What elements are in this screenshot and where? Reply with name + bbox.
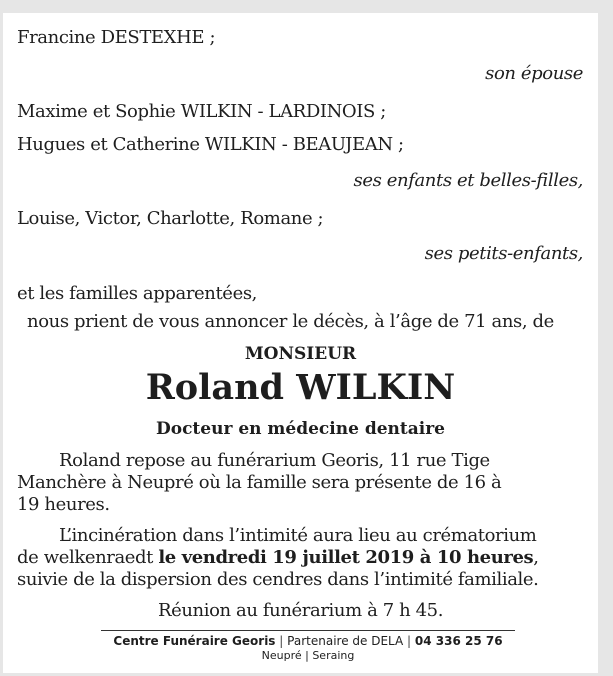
profession: Docteur en médecine dentaire	[156, 419, 445, 439]
rest-line-2: Manchère à Neupré où la famille sera présente de 16 à	[17, 472, 502, 493]
grandchildren-line: Louise, Victor, Charlotte, Romane ;	[17, 208, 324, 229]
meeting-line: Réunion au funérarium à 7 h 45.	[157, 600, 444, 621]
footer-line-1	[101, 634, 515, 649]
rest-line-3: 19 heures.	[17, 494, 110, 515]
footer-locations: Neupré | Seraing	[261, 649, 355, 662]
spouse-line: Francine DESTEXHE ;	[17, 27, 216, 48]
grandchildren-role: ses petits-enfants,	[424, 243, 583, 264]
children-line-2: Hugues et Catherine WILKIN - BEAUJEAN ;	[17, 134, 404, 155]
honorific: MONSIEUR	[244, 344, 357, 364]
cremation-line-3: suivie de la dispersion des cendres dans l’intimité familiale.	[17, 569, 539, 590]
children-role: ses enfants et belles-filles,	[353, 170, 583, 191]
announcement-line: nous prient de vous annoncer le décès, à l’âge de 71 ans, de	[27, 311, 554, 332]
families-line: et les familles apparentées,	[17, 283, 257, 304]
cremation-comma: ,	[533, 547, 539, 568]
cremation-line-2	[17, 547, 539, 569]
children-line-1: Maxime et Sophie WILKIN - LARDINOIS ;	[17, 101, 386, 122]
funeral-home-footer	[101, 630, 515, 662]
cremation-date: le vendredi 19 juillet 2019 à 10 heures	[158, 547, 534, 568]
partner-text: Partenaire de DELA	[287, 634, 404, 648]
cremation-place: de welkenraedt	[17, 547, 159, 568]
footer-separator-1: |	[279, 634, 284, 648]
cremation-line-1: L’incinération dans l’intimité aura lieu au crématorium	[59, 525, 537, 546]
death-notice-card	[3, 13, 598, 673]
footer-separator-2: |	[407, 634, 412, 648]
rest-line-1: Roland repose au funérarium Georis, 11 rue Tige	[59, 450, 490, 471]
phone-number: 04 336 25 76	[414, 634, 503, 648]
spouse-role: son épouse	[485, 63, 583, 84]
company-name: Centre Funéraire Georis	[113, 634, 276, 648]
deceased-name: Roland WILKIN	[145, 367, 456, 408]
